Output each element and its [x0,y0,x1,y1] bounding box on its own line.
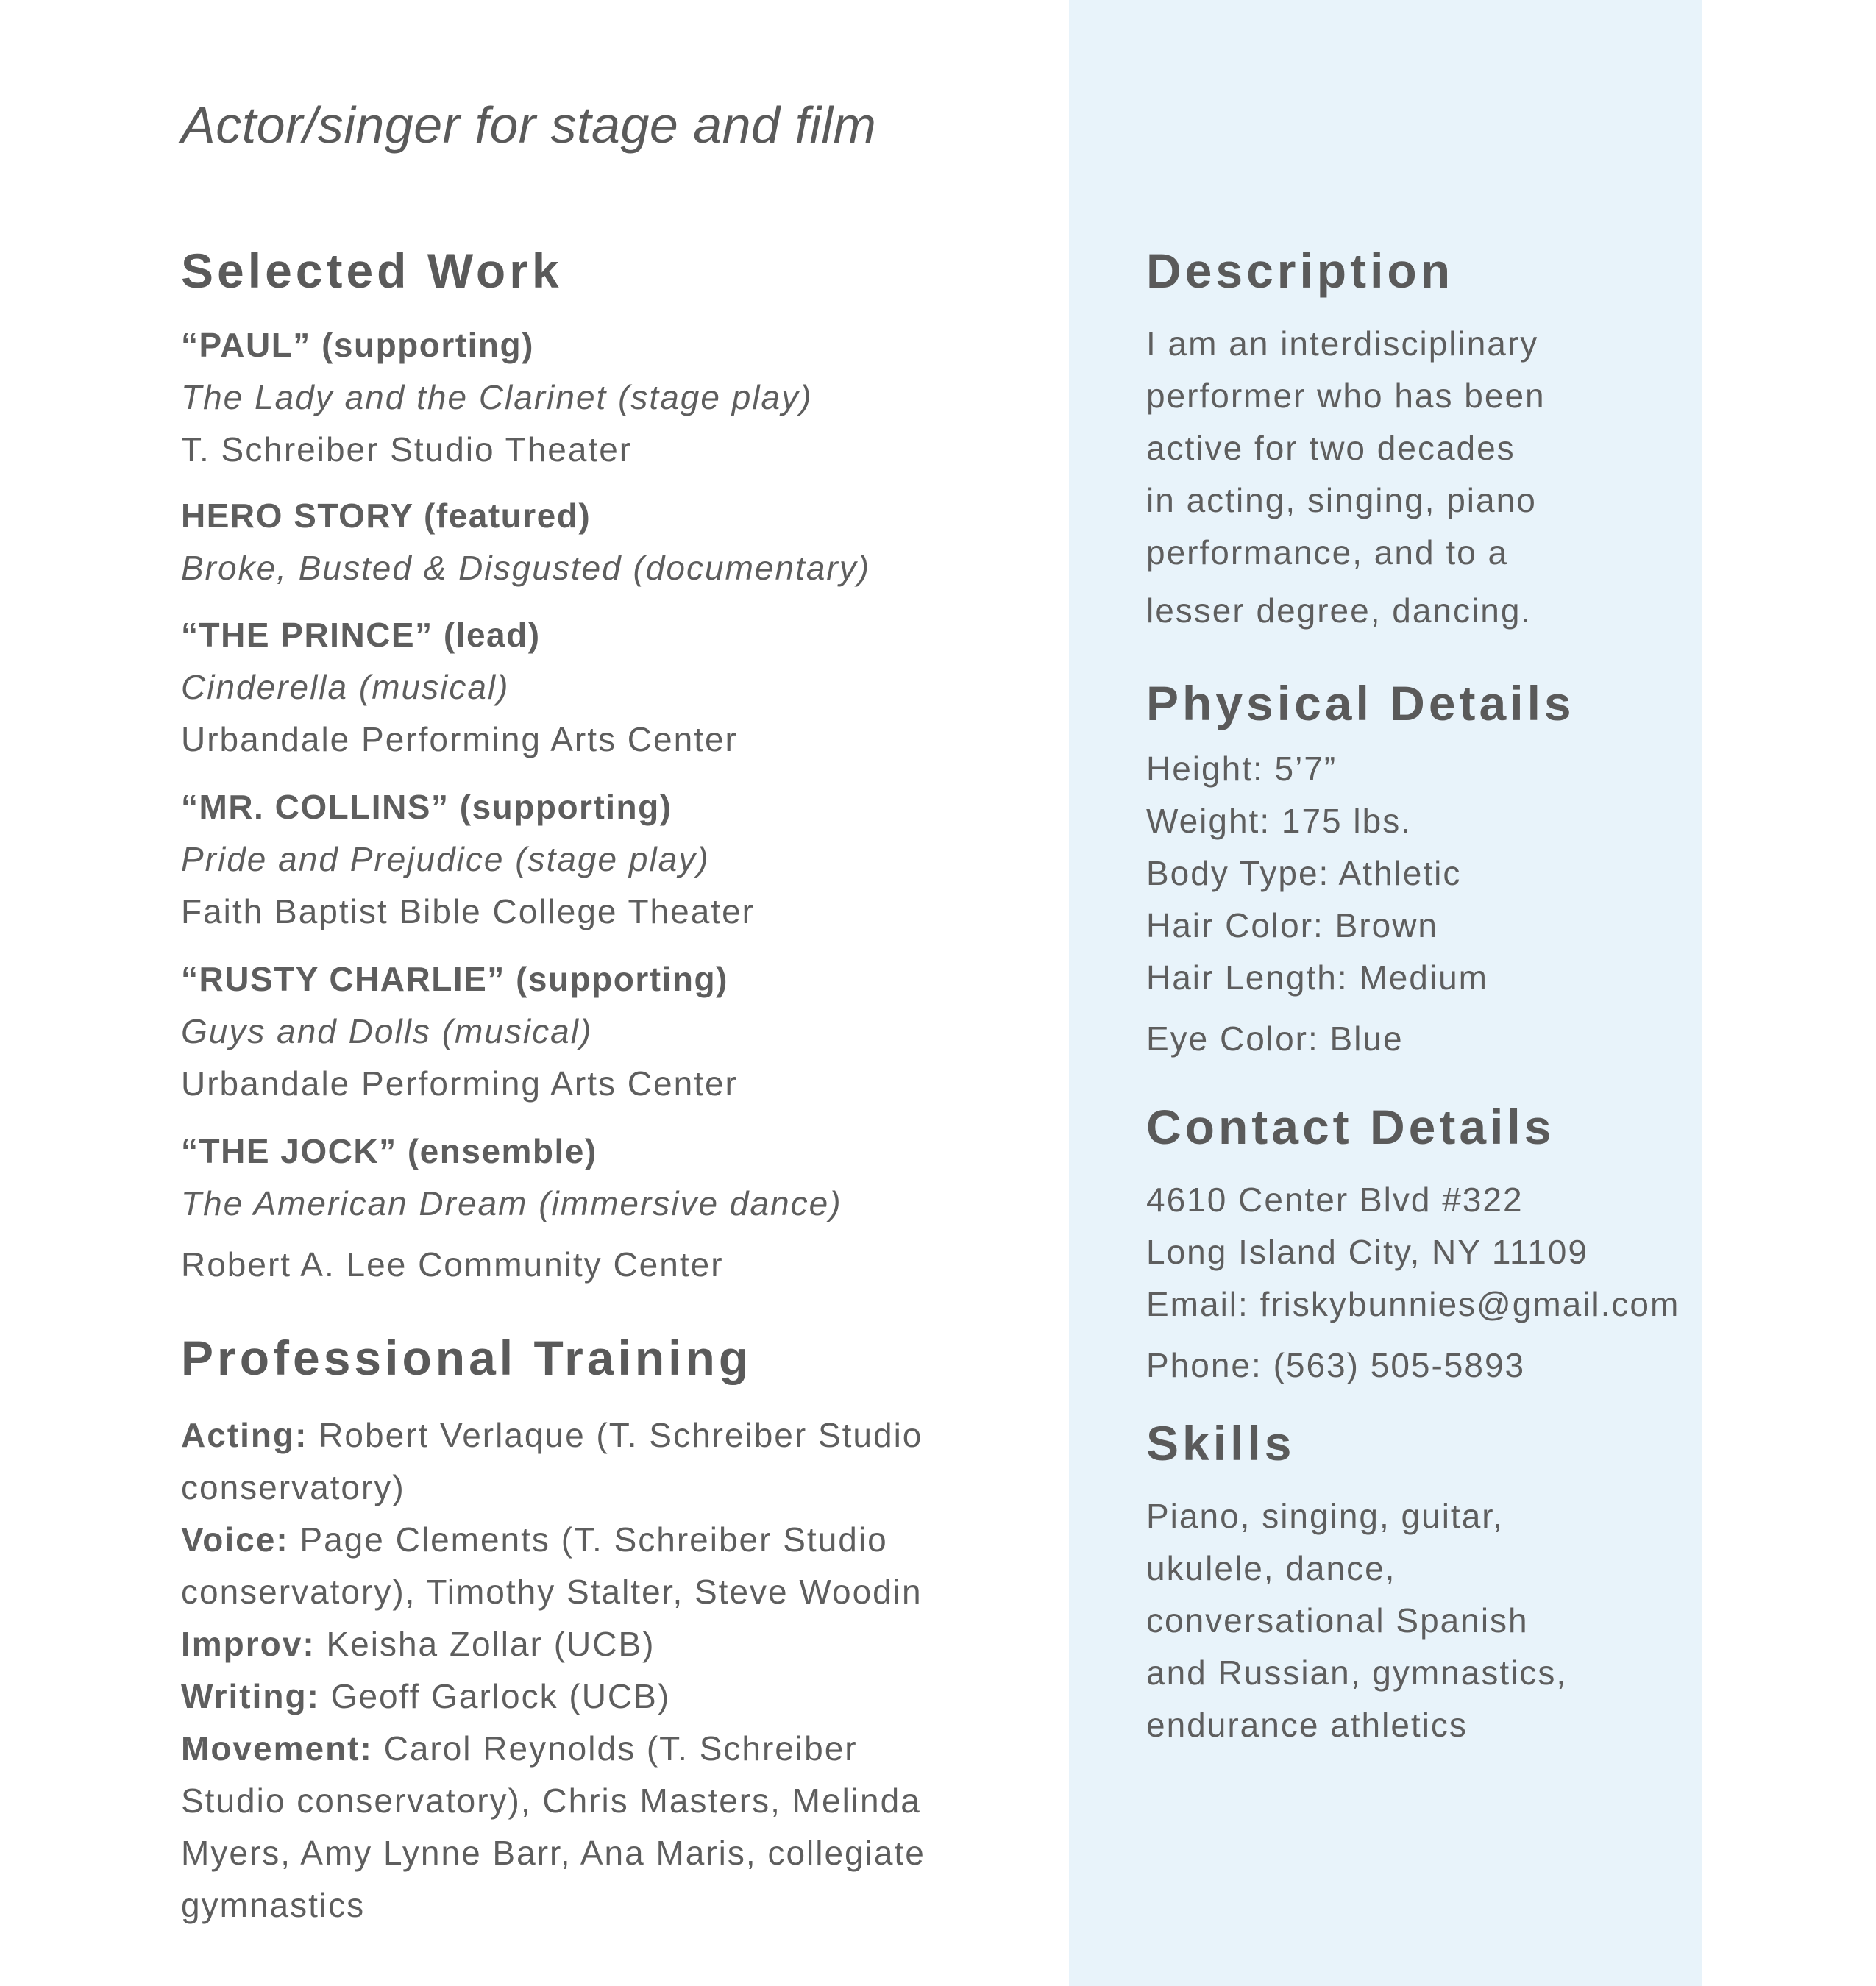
skills-line: ukulele, dance, [1146,1549,1396,1587]
work-item [181,319,1049,476]
work-venue: Faith Baptist Bible College Theater [181,892,755,930]
skills-line: conversational Spanish [1146,1601,1529,1640]
training-text: Myers, Amy Lynne Barr, Ana Maris, collegiate [181,1834,925,1872]
work-item [181,609,1049,766]
training-text: conservatory) [181,1468,405,1506]
physical-details-list [1146,743,1691,1065]
training-text: Geoff Garlock (UCB) [319,1677,671,1715]
training-line [181,1879,1049,1932]
description-line: lesser degree, dancing. [1146,591,1532,630]
physical-detail: Hair Color: Brown [1146,906,1438,944]
training-line [181,1514,1049,1566]
description-heading: Description [1146,243,1454,298]
description-line: performance, and to a [1146,533,1509,572]
description-text [1146,318,1691,637]
work-title: Broke, Busted & Disgusted (documentary) [181,549,871,587]
work-venue: Urbandale Performing Arts Center [181,720,738,758]
work-role: HERO STORY (featured) [181,496,591,535]
description-line: active for two decades [1146,429,1516,467]
contact-email: Email: friskybunnies@gmail.com [1146,1285,1680,1323]
work-item [181,1125,1049,1291]
work-venue: T. Schreiber Studio Theater [181,430,633,469]
tagline: Actor/singer for stage and film [181,96,877,154]
skills-heading: Skills [1146,1416,1296,1470]
training-heading: Professional Training [181,1331,753,1385]
work-venue: Robert A. Lee Community Center [181,1245,724,1284]
training-label: Acting: [181,1416,308,1454]
training-label: Writing: [181,1677,320,1715]
description-line: I am an interdisciplinary [1146,324,1539,363]
description-line: in acting, singing, piano [1146,481,1537,519]
work-role: “THE PRINCE” (lead) [181,616,541,654]
work-title: Pride and Prejudice (stage play) [181,840,710,878]
work-role: “RUSTY CHARLIE” (supporting) [181,960,728,998]
skills-text [1146,1490,1691,1751]
work-title: Cinderella (musical) [181,668,510,706]
training-text: Studio conservatory), Chris Masters, Melinda [181,1782,921,1820]
physical-detail: Height: 5’7” [1146,750,1337,788]
work-item [181,953,1049,1110]
contact-details-list [1146,1174,1691,1392]
contact-address-line: Long Island City, NY 11109 [1146,1233,1588,1271]
contact-details-heading: Contact Details [1146,1100,1555,1154]
training-text: Robert Verlaque (T. Schreiber Studio [308,1416,923,1454]
skills-line: endurance athletics [1146,1706,1468,1744]
work-venue: Urbandale Performing Arts Center [181,1064,738,1103]
physical-detail: Eye Color: Blue [1146,1019,1404,1058]
work-title: The American Dream (immersive dance) [181,1184,842,1222]
physical-details-heading: Physical Details [1146,676,1575,730]
physical-detail: Body Type: Athletic [1146,854,1462,892]
physical-detail: Weight: 175 lbs. [1146,802,1413,840]
training-text: conservatory), Timothy Stalter, Steve Woodin [181,1573,923,1611]
work-title: Guys and Dolls (musical) [181,1012,593,1050]
work-role: “PAUL” (supporting) [181,326,534,364]
training-text: Keisha Zollar (UCB) [315,1625,655,1663]
contact-phone: Phone: (563) 505-5893 [1146,1346,1526,1384]
work-role: “MR. COLLINS” (supporting) [181,788,672,826]
training-line [181,1462,1049,1514]
training-text: gymnastics [181,1886,366,1924]
training-text: Page Clements (T. Schreiber Studio [288,1520,888,1559]
contact-address-line: 4610 Center Blvd #322 [1146,1181,1524,1219]
physical-detail: Hair Length: Medium [1146,958,1488,997]
skills-line: and Russian, gymnastics, [1146,1654,1568,1692]
work-item [181,490,1049,594]
work-role: “THE JOCK” (ensemble) [181,1132,597,1170]
training-text: Carol Reynolds (T. Schreiber [372,1729,858,1768]
training-list [181,1409,1049,1932]
training-line [181,1827,1049,1879]
description-line: performer who has been [1146,377,1546,415]
training-line [181,1775,1049,1827]
work-title: The Lady and the Clarinet (stage play) [181,378,813,416]
training-line [181,1409,1049,1462]
training-label: Improv: [181,1625,316,1663]
skills-line: Piano, singing, guitar, [1146,1497,1504,1535]
training-line [181,1670,1049,1723]
training-label: Movement: [181,1729,373,1768]
training-label: Voice: [181,1520,289,1559]
training-line [181,1566,1049,1618]
training-line [181,1618,1049,1670]
work-item [181,781,1049,938]
training-line [181,1723,1049,1775]
selected-work-heading: Selected Work [181,243,563,298]
